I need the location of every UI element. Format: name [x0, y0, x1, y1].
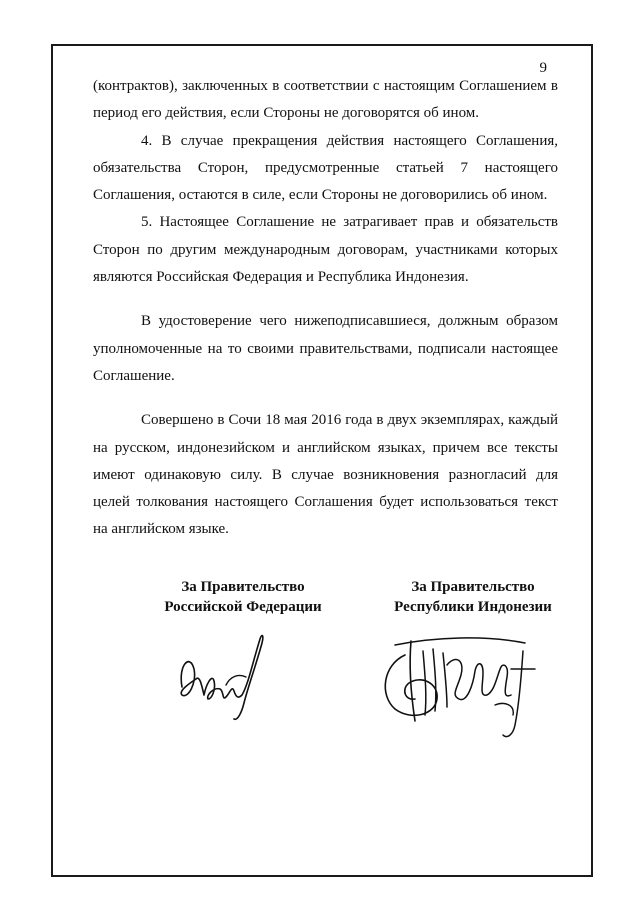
page-frame: [51, 44, 593, 877]
signatory-russia: [143, 577, 343, 617]
signatory-indonesia: [373, 577, 573, 617]
page-number: 9: [539, 60, 547, 76]
signature-section: [53, 577, 591, 757]
paragraph-done-at: Совершено в Сочи 18 мая 2016 года в двух экземплярах, каждый на русском, индонезийском и английском языках, причем все тексты имеют одинаковую силу. В случае возникновения разногласий для целей толкования настоящего Соглашения будет использоваться текст на английском языке.: [93, 412, 558, 538]
signatory-indonesia-line1: За Правительство: [411, 579, 535, 595]
paragraph-4: 4. В случае прекращения действия настоящего Соглашения, обязательства Сторон, предусмотренные статьей 7 настоящего Соглашения, остаются в силе, если Стороны не договорились об ином.: [93, 132, 558, 204]
signature-russia: [168, 625, 278, 725]
paragraph-continuation: (контрактов), заключенных в соответствии с настоящим Соглашением в период его действия, если Стороны не договорятся об ином.: [93, 78, 558, 122]
document-body: [93, 73, 558, 544]
paragraph-witness: В удостоверение чего нижеподписавшиеся, должным образом уполномоченные на то своими правительствами, подписали настоящее Соглашение.: [93, 313, 558, 384]
paragraph-5: 5. Настоящее Соглашение не затрагивает прав и обязательств Сторон по другим международным договорам, участниками которых являются Российская Федерация и Республика Индонезия.: [93, 214, 558, 286]
signatory-russia-line1: За Правительство: [181, 579, 305, 595]
signatory-russia-line2: Российской Федерации: [164, 599, 322, 615]
signature-indonesia: [375, 625, 545, 745]
signatory-indonesia-line2: Республики Индонезии: [394, 599, 552, 615]
